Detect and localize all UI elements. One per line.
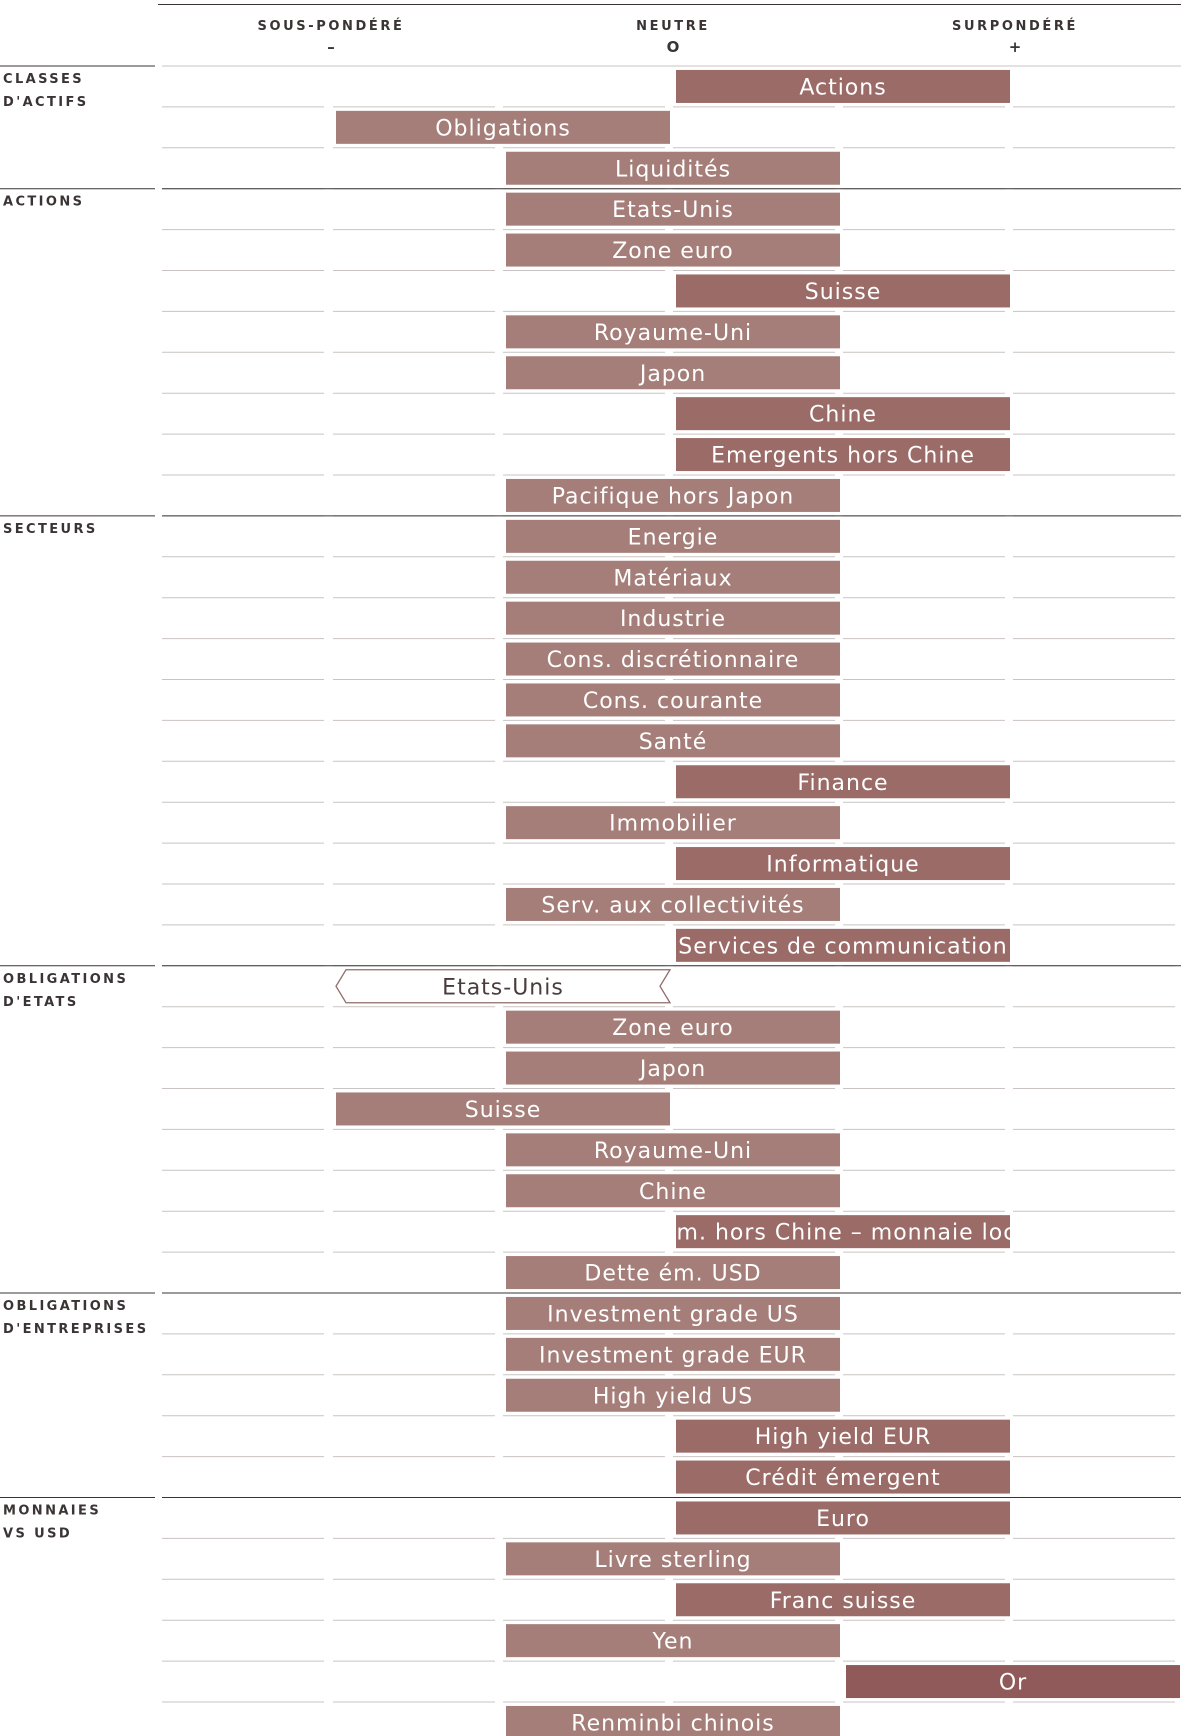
bar-label-livre-sterling: Livre sterling	[594, 1547, 752, 1573]
group-label: MONNAIES	[3, 1503, 102, 1519]
bar-label-zone-euro: Zone euro	[612, 1016, 734, 1042]
group-label: D'ETATS	[3, 994, 79, 1010]
bar-label-high-yield-us: High yield US	[592, 1384, 754, 1410]
bar-label-industrie: Industrie	[619, 607, 727, 633]
bar-label-japon: Japon	[639, 1057, 707, 1083]
bar-label-emergents-hors-chine: Emergents hors Chine	[711, 443, 975, 469]
group-label: VS USD	[3, 1526, 73, 1542]
bar-label-actions: Actions	[799, 75, 887, 101]
bar-label-investment-grade-us: Investment grade US	[547, 1302, 799, 1328]
column-header-neutral: NEUTRE	[636, 19, 710, 34]
bar-label-dette-em-usd: Dette ém. USD	[584, 1261, 762, 1287]
bar-label-japon: Japon	[639, 361, 707, 387]
bar-label-chine: Chine	[809, 402, 877, 428]
group-label: OBLIGATIONS	[3, 971, 129, 987]
column-symbol: –	[327, 38, 335, 56]
column-header-overweight: SURPONDÉRÉ	[952, 19, 1078, 34]
bar-label-energie: Energie	[627, 525, 719, 551]
column-symbol: +	[1008, 38, 1022, 56]
bar-label-or: Or	[998, 1670, 1028, 1696]
bar-label-etats-unis: Etats-Unis	[442, 975, 564, 1001]
group-label: ACTIONS	[3, 194, 85, 210]
bar-label-pacifique-hors-japon: Pacifique hors Japon	[551, 484, 795, 510]
group-label: D'ENTREPRISES	[3, 1322, 149, 1337]
bar-label-sante: Santé	[638, 729, 708, 755]
bar-label-finance: Finance	[797, 770, 889, 796]
bar-label-franc-suisse: Franc suisse	[769, 1588, 917, 1614]
bar-label-credit-emergent: Crédit émergent	[745, 1466, 941, 1492]
bar-label-em-hors-chine-monnaie-loc: Em. hors Chine – monnaie loc.	[661, 1220, 1025, 1246]
bar-label-royaume-uni: Royaume-Uni	[593, 1138, 753, 1164]
bar-label-high-yield-eur: High yield EUR	[754, 1425, 932, 1451]
column-header-underweight: SOUS-PONDÉRÉ	[257, 19, 405, 34]
bar-label-suisse: Suisse	[464, 1097, 542, 1123]
bar-label-serv-aux-collectivites: Serv. aux collectivités	[541, 893, 805, 919]
bar-label-services-de-communication: Services de communication	[678, 934, 1008, 960]
bar-label-cons-courante: Cons. courante	[582, 688, 764, 714]
bar-label-suisse: Suisse	[804, 279, 882, 305]
bar-label-royaume-uni: Royaume-Uni	[593, 320, 753, 346]
bar-label-materiaux: Matériaux	[613, 566, 733, 592]
bar-label-chine: Chine	[639, 1179, 707, 1205]
bar-label-liquidites: Liquidités	[614, 157, 732, 183]
bar-label-renminbi-chinois: Renminbi chinois	[571, 1711, 775, 1736]
column-symbol: O	[666, 38, 680, 56]
group-label: CLASSES	[3, 72, 85, 87]
bar-label-euro: Euro	[816, 1506, 870, 1532]
group-label: D'ACTIFS	[3, 95, 89, 110]
bar-label-immobilier: Immobilier	[609, 811, 737, 837]
bar-label-zone-euro: Zone euro	[612, 239, 734, 265]
group-label: OBLIGATIONS	[3, 1299, 129, 1314]
bar-label-informatique: Informatique	[766, 852, 920, 878]
bar-label-obligations: Obligations	[435, 116, 571, 142]
bar-label-etats-unis: Etats-Unis	[612, 198, 734, 224]
group-label: SECTEURS	[3, 521, 98, 537]
bar-label-yen: Yen	[652, 1629, 694, 1655]
bar-label-cons-discretionnaire: Cons. discrétionnaire	[546, 648, 800, 674]
bar-label-investment-grade-eur: Investment grade EUR	[539, 1343, 807, 1369]
